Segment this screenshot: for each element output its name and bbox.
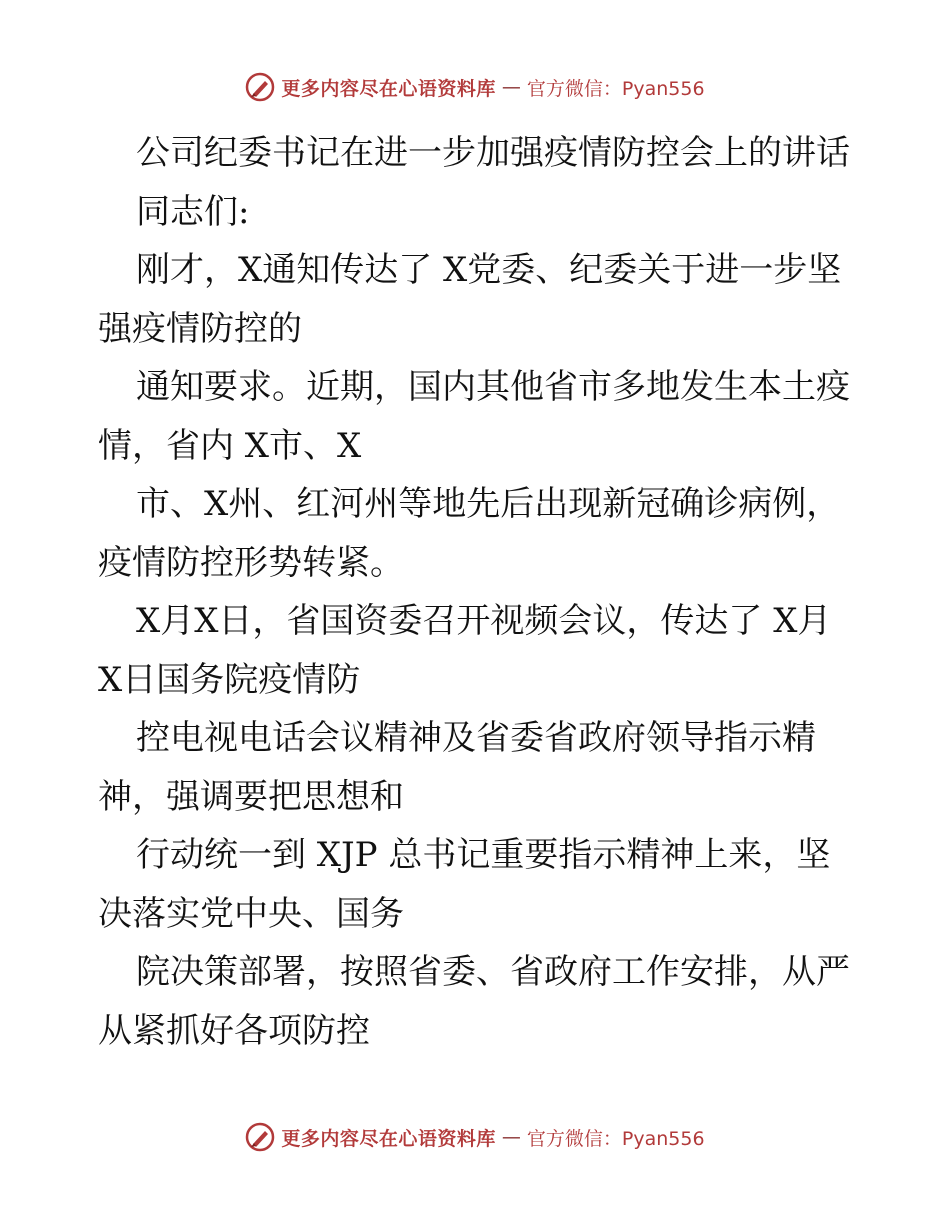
- text-line: 刚才，X通知传达了 X党委、纪委关于进一步坚: [136, 250, 842, 290]
- text-line: 行动统一到 XJP 总书记重要指示精神上来，坚: [136, 835, 831, 875]
- banner-wechat: 官方微信：Pyan556: [526, 1127, 705, 1150]
- banner-dash: —: [501, 1126, 521, 1148]
- text-line: 通知要求。近期，国内其他省市多地发生本土疫: [136, 367, 850, 407]
- text-line: X日国务院疫情防: [98, 659, 361, 700]
- banner-text: 更多内容尽在心语资料库: [281, 77, 496, 100]
- text-line: 控电视电话会议精神及省委省政府领导指示精: [136, 718, 816, 758]
- text-line: X月X日，省国资委召开视频会议，传达了 X月: [136, 601, 832, 641]
- footer-banner: [0, 1122, 950, 1152]
- document-body: [98, 124, 858, 1060]
- text-line: 疫情防控形势转紧。: [98, 542, 404, 583]
- banner-dash: —: [501, 76, 521, 98]
- text-line: 强疫情防控的: [98, 308, 302, 349]
- pen-logo-icon: [245, 72, 275, 102]
- header-banner: [0, 72, 950, 102]
- salutation: 同志们:: [136, 191, 250, 232]
- document-title: 公司纪委书记在进一步加强疫情防控会上的讲话: [136, 133, 850, 173]
- banner-text: 更多内容尽在心语资料库: [281, 1127, 496, 1150]
- banner-wechat: 官方微信：Pyan556: [526, 77, 705, 100]
- text-line: 决落实党中央、国务: [98, 893, 404, 934]
- text-line: 市、X州、红河州等地先后出现新冠确诊病例，: [136, 484, 841, 524]
- text-line: 情，省内 X市、X: [98, 425, 362, 466]
- text-line: 神，强调要把思想和: [98, 776, 404, 817]
- text-line: 院决策部署，按照省委、省政府工作安排，从严: [136, 952, 850, 992]
- text-line: 从紧抓好各项防控: [98, 1010, 370, 1051]
- pen-logo-icon: [245, 1122, 275, 1152]
